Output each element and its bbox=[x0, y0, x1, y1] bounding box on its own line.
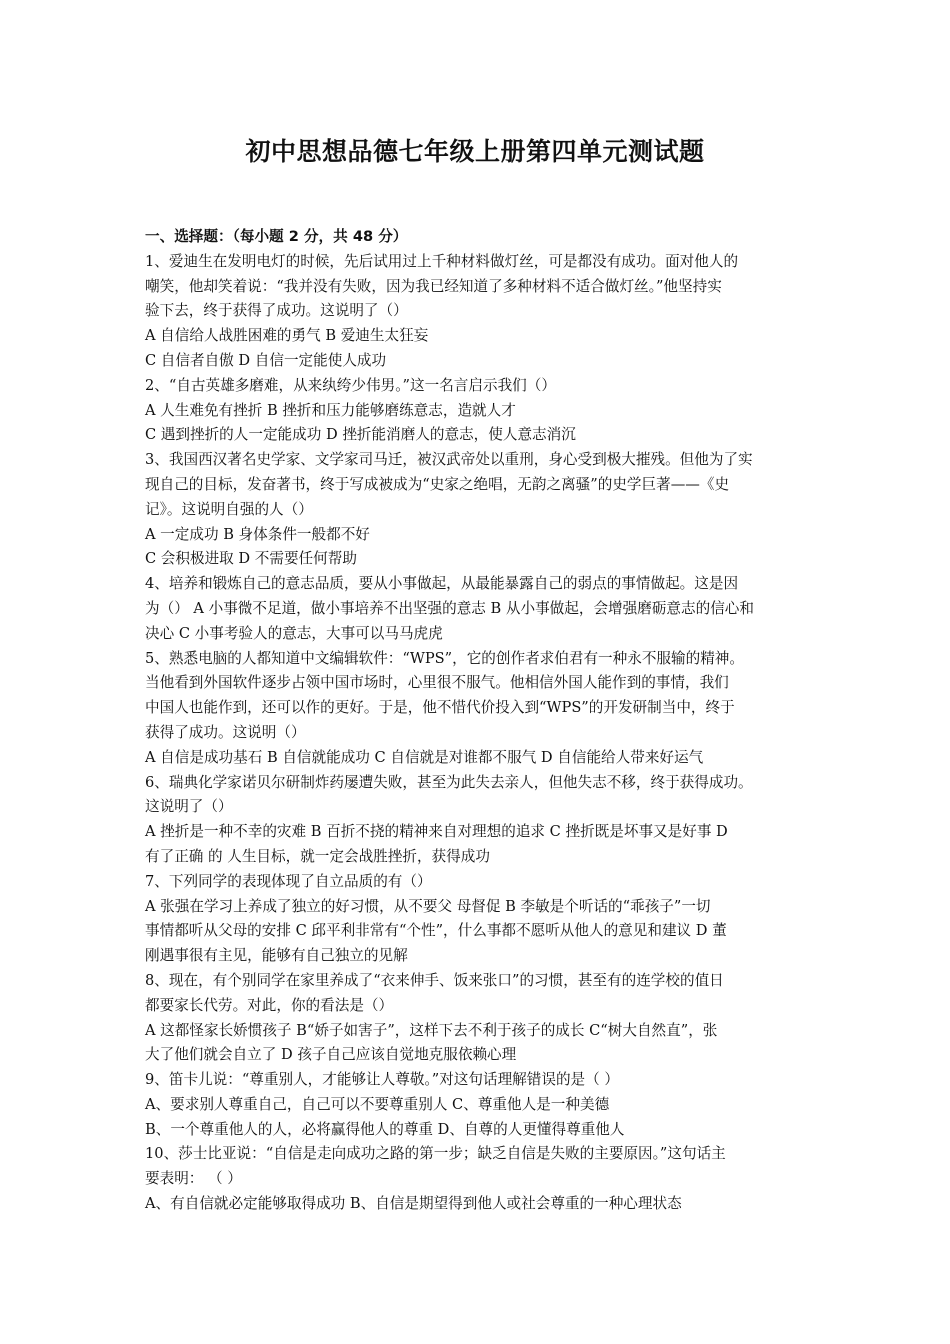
text-line: A 张强在学习上养成了独立的好习惯，从不要父 母督促 B 李敏是个听话的“乖孩子”一切 bbox=[145, 897, 711, 915]
text-line: 大了他们就会自立了 D 孩子自己应该自觉地克服依赖心理 bbox=[145, 1046, 517, 1064]
text-line: 6、瑞典化学家诺贝尔研制炸药屡遭失败，甚至为此失去亲人，但他失志不移，终于获得成功。 bbox=[145, 773, 753, 791]
section-heading: 一、选择题：（每小题 2 分，共 48 分） bbox=[145, 228, 408, 245]
text-line: A 自信是成功基石 B 自信就能成功 C 自信就是对谁都不服气 D 自信能给人带来好运气 bbox=[145, 748, 704, 766]
text-line: C 遇到挫折的人一定能成功 D 挫折能消磨人的意志，使人意志消沉 bbox=[145, 426, 576, 444]
text-line: B、一个尊重他人的人，必将赢得他人的尊重 D、自尊的人更懂得尊重他人 bbox=[145, 1120, 625, 1138]
text-line: 3、我国西汉著名史学家、文学家司马迁，被汉武帝处以重刑，身心受到极大摧残。但他为了实 bbox=[145, 451, 753, 469]
text-line: 10、莎士比亚说：“自信是走向成功之路的第一步；缺乏自信是失败的主要原因。”这句话主 bbox=[145, 1145, 726, 1163]
text-line: A 挫折是一种不幸的灾难 B 百折不挠的精神来自对理想的追求 C 挫折既是坏事又是好事 D bbox=[145, 823, 728, 841]
text-line: 要表明： （ ） bbox=[145, 1170, 242, 1188]
question-content bbox=[145, 225, 825, 1217]
text-line: A、有自信就必定能够取得成功 B、自信是期望得到他人或社会尊重的一种心理状态 bbox=[145, 1195, 682, 1213]
text-line: 嘲笑，他却笑着说：“我并没有失败，因为我已经知道了多种材料不适合做灯丝。”他坚持实 bbox=[145, 277, 722, 295]
text-line: 验下去，终于获得了成功。这说明了（） bbox=[145, 302, 408, 320]
text-line: 决心 C 小事考验人的意志，大事可以马马虎虎 bbox=[145, 624, 443, 642]
text-line: A 人生难免有挫折 B 挫折和压力能够磨练意志，造就人才 bbox=[145, 401, 516, 419]
text-line: C 会积极进取 D 不需要任何帮助 bbox=[145, 550, 357, 568]
text-line: 1、爱迪生在发明电灯的时候，先后试用过上千种材料做灯丝，可是都没有成功。面对他人的 bbox=[145, 252, 739, 270]
text-line: 都要家长代劳。对此，你的看法是（） bbox=[145, 996, 394, 1014]
text-line: 为（） A 小事微不足道，做小事培养不出坚强的意志 B 从小事做起，会增强磨砺意志的信心和 bbox=[145, 599, 754, 617]
text-line: 5、熟悉电脑的人都知道中文编辑软件：“WPS”，它的创作者求伯君有一种永不服输的精神。 bbox=[145, 649, 744, 667]
text-line: A、要求别人尊重自己，自己可以不要尊重别人 C、尊重他人是一种美德 bbox=[145, 1095, 610, 1113]
text-line: 中国人也能作到，还可以作的更好。于是，他不惜代价投入到“WPS”的开发研制当中，终于 bbox=[145, 699, 735, 717]
text-line: 9、笛卡儿说：“尊重别人，才能够让人尊敬。”对这句话理解错误的是（ ） bbox=[145, 1071, 619, 1089]
text-line: C 自信者自傲 D 自信一定能使人成功 bbox=[145, 351, 387, 369]
text-line: 事情都听从父母的安排 C 邱平利非常有“个性”，什么事都不愿听从他人的意见和建议 D 董 bbox=[145, 922, 727, 940]
text-line: 获得了成功。这说明（） bbox=[145, 723, 306, 741]
text-line: 8、现在，有个别同学在家里养成了“衣来伸手、饭来张口”的习惯，甚至有的连学校的值日 bbox=[145, 971, 724, 989]
text-line: A 这都怪家长娇惯孩子 B“娇子如害子”，这样下去不利于孩子的成长 C“树大自然直”，张 bbox=[145, 1021, 718, 1039]
text-line: 这说明了（） bbox=[145, 798, 233, 816]
text-line: 4、培养和锻炼自己的意志品质，要从小事做起，从最能暴露自己的弱点的事情做起。这是因 bbox=[145, 575, 739, 593]
text-line: A 一定成功 B 身体条件一般都不好 bbox=[145, 525, 370, 543]
page-title: 初中思想品德七年级上册第四单元测试题 bbox=[245, 137, 705, 166]
text-line: 有了正确 的 人生目标，就一定会战胜挫折，获得成功 bbox=[145, 847, 490, 865]
text-line: 记》。这说明自强的人（） bbox=[145, 500, 313, 518]
text-line: 2、“自古英雄多磨难，从来纨绔少伟男。”这一名言启示我们（） bbox=[145, 376, 556, 394]
text-line: 刚遇事很有主见，能够有自己独立的见解 bbox=[145, 947, 408, 965]
text-line: 当他看到外国软件逐步占领中国市场时，心里很不服气。他相信外国人能作到的事情，我们 bbox=[145, 674, 729, 692]
text-line: A 自信给人战胜困难的勇气 B 爱迪生太狂妄 bbox=[145, 327, 429, 345]
text-line: 现自己的目标，发奋著书，终于写成被成为“史家之绝唱，无韵之离骚”的史学巨著——《史 bbox=[145, 475, 730, 493]
text-line: 7、下列同学的表现体现了自立品质的有（） bbox=[145, 872, 432, 890]
